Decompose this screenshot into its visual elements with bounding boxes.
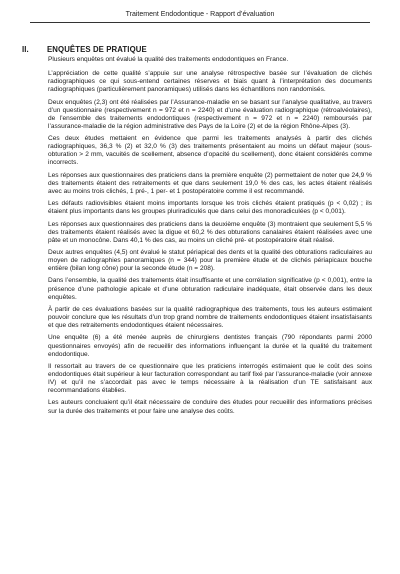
paragraph-other-surveys: Deux autres enquêtes (4,5) ont évalué le statut périapical des dents et la qualité des obturations radiculaires au moyen de radiographies panoramiques (n = 344) pour la première étude et de clichés périapicaux bouche entière (bilan long cône) pour la seconde étude (n = 208). <box>48 249 372 273</box>
section-body <box>48 56 372 420</box>
paragraph-second-survey-answers: Les réponses aux questionnaires des praticiens dans la deuxième enquête (3) montraient que seulement 5,5 % des traitements étaient réalisés avec la digue et 60,2 % des obturations canalaires étaient réalisées avec une pâte et un monocône. Dans 40,1 % des cas, au moins un cliché pré- et postopératoire était réalisé. <box>48 220 372 244</box>
paragraph-first-survey-answers: Les réponses aux questionnaires des praticiens dans la première enquête (2) permettaient de noter que 24,9 % des traitements étaient des retraitements et que dans seulement 19,0 % des cas, les actes étaient réalisés avec au moins trois clichés, 1 pré-, 1 per- et 1 postopératoire comme il est recommandé. <box>48 171 372 195</box>
paragraph-dentist-survey: Une enquête (6) a été menée auprès de chirurgiens dentistes français (790 répondants parmi 2000 questionnaires envoyés) afin de recueillir des informations influençant la durée et la qualité du traitement endodontique. <box>48 334 372 358</box>
paragraph-overall-quality: Dans l’ensemble, la qualité des traitements était insuffisante et une corrélation significative (p < 0,001), entre la présence d’une pathologie apicale et d’une obturation radiculaire inadéquate, était observée dans les deux enquêtes. <box>48 277 372 301</box>
paragraph-major-defects: Ces deux études mettaient en évidence que parmi les traitements analysés à partir des clichés radiographiques, 36,3 % (2) et 32,0 % (3) des traitements présentaient au moins un défaut majeur (sous-obturation > 2 mm, vacuités de scellement, absence d’opacité du scellement), donc étaient considérés comme incorrects. <box>48 135 372 167</box>
running-header: Traitement Endodontique - Rapport d’évaluation <box>125 11 275 18</box>
paragraph-methodology: L’appréciation de cette qualité s’appuie sur une analyse rétrospective basée sur l’évaluation de clichés radiographiques ce qui sous-entend certaines réserves et biais quant à l’interprétation des documents radiographiques (particulièrement panoramiques) utilisés dans les échantillons non randomisés. <box>48 70 372 94</box>
paragraph-final-conclusion: Les auteurs concluaient qu’il était nécessaire de conduire des études pour recueillir des informations précises sur la durée des traitements et pour faire une analyse des coûts. <box>48 399 372 415</box>
paragraph-intro: Plusieurs enquêtes ont évalué la qualité des traitements endodontiques en France. <box>48 56 289 63</box>
section-heading <box>22 45 147 54</box>
section-title: ENQUÊTES DE PRATIQUE <box>47 45 147 54</box>
header-divider <box>30 22 370 23</box>
paragraph-authors-conclusion: À partir de ces évaluations basées sur la qualité radiographique des traitements, tous les auteurs estimaient pouvoir conclure que les résultats d’un trop grand nombre de traitements endodontiques étaient insatisfaisants et que des retraitements endodontiques étaient nécessaires. <box>48 305 372 330</box>
paragraph-two-surveys: Deux enquêtes (2,3) ont été réalisées par l’Assurance-maladie en se basant sur l’analyse qualitative, au travers d’un questionnaire (respectivement n = 972 et n = 2240) et d’une évaluation radiographique (rétroalvéolaires), de l’ensemble des traitements endodontiques (respectivement n = 972 et n = 2240) remboursés par l’assurance-maladie de la région administrative des Pays de la Loire (2) et de la région Rhône-Alpes (3). <box>48 98 372 130</box>
paragraph-radiovisible-defects: Les défauts radiovisibles étaient moins importants lorsque les trois clichés étaient pratiqués (p < 0,02) ; ils étaient plus importants dans les groupes pluriradiculés que dans celui des monoradiculées (p < 0,001). <box>48 200 372 216</box>
section-number: II. <box>22 45 29 54</box>
paragraph-cost-findings: Il ressortait au travers de ce questionnaire que les praticiens interrogés estimaient que le coût des soins endodontiques était supérieur à leur facturation correspondant au tarif fixé par l’assurance-maladie (voir annexe IV) et qu’il ne s’accordait pas avec le temps nécessaire à la réalisation d’un TE satisfaisant aux recommandations établies. <box>48 362 372 395</box>
